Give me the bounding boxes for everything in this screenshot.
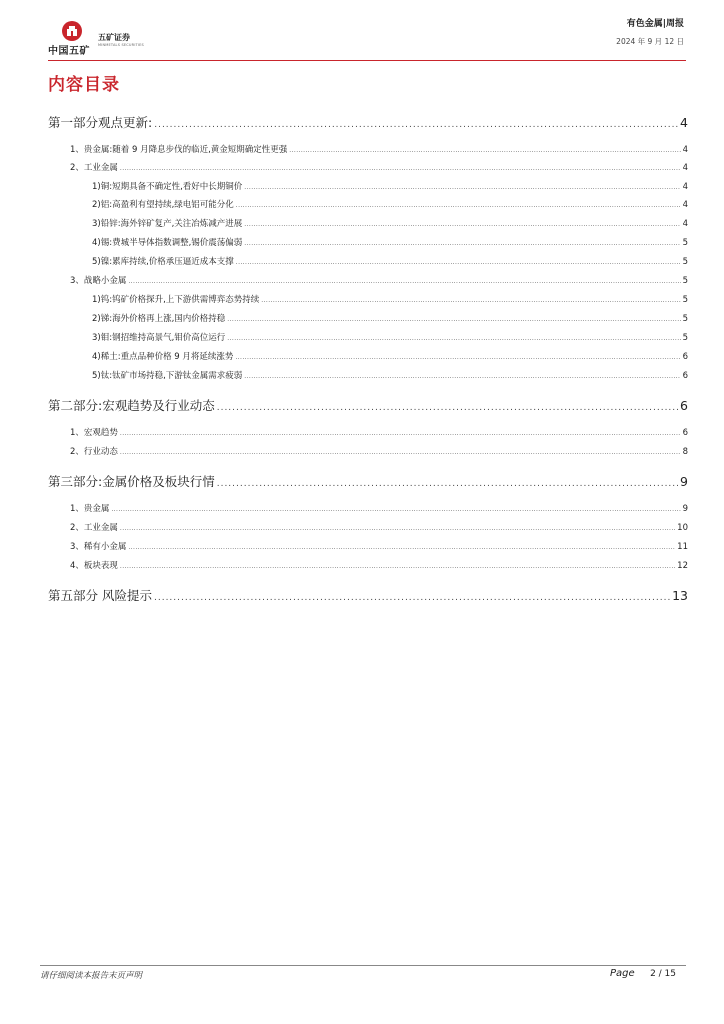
toc-entry-text: 1)钨:钨矿价格探升,上下游供需博弈态势持续	[92, 295, 260, 305]
report-date: 2024 年 9 月 12 日	[616, 37, 684, 46]
toc-entry-text: 4)稀土:重点品种价格 9 月将延续涨势	[92, 352, 234, 362]
toc-entry-page: 13	[672, 588, 688, 603]
toc-entry[interactable]	[70, 559, 688, 571]
toc-entry[interactable]	[92, 369, 688, 381]
toc-entry[interactable]	[48, 396, 688, 414]
toc-leader	[120, 430, 681, 437]
toc-leader	[244, 221, 680, 228]
toc-entry-text: 5)钛:钛矿市场持稳,下游钛金属需求疲弱	[92, 371, 243, 381]
toc-entry-page: 6	[682, 352, 688, 362]
page-header	[0, 0, 724, 70]
toc-entry-text: 第一部分观点更新:	[48, 115, 153, 130]
toc-entry[interactable]	[48, 113, 688, 131]
toc-leader	[244, 240, 680, 247]
toc-entry-page: 4	[682, 182, 688, 192]
toc-entry-text: 3、战略小金属	[70, 276, 127, 286]
toc-leader	[120, 563, 675, 570]
toc-entry-text: 3)铅锌:海外锌矿复产,关注冶炼减产进展	[92, 219, 243, 229]
company-logo	[48, 20, 158, 56]
toc-entry[interactable]	[92, 312, 688, 324]
toc-leader	[227, 335, 680, 342]
report-type: 有色金属|周报	[626, 19, 684, 29]
toc-leader	[235, 354, 680, 361]
broker-name: 五矿证券	[98, 33, 130, 42]
toc-entry[interactable]	[70, 161, 688, 173]
toc-entry-page: 9	[680, 474, 688, 489]
toc-entry-text: 第三部分:金属价格及板块行情	[48, 474, 215, 489]
toc-entry[interactable]	[70, 521, 688, 533]
toc-title: 内容目录	[48, 75, 120, 95]
toc-entry-text: 2)锑:海外价格再上涨,国内价格持稳	[92, 314, 226, 324]
page-number: 2 / 15	[650, 969, 676, 979]
toc-leader	[120, 165, 681, 172]
toc-entry-page: 6	[682, 371, 688, 381]
toc-leader	[289, 147, 680, 154]
header-divider	[48, 60, 686, 61]
toc-entry[interactable]	[92, 331, 688, 343]
toc-entry[interactable]	[92, 198, 688, 210]
toc-entry-text: 第五部分 风险提示	[48, 588, 152, 603]
toc-leader	[154, 120, 678, 130]
logo-text: 中国五矿	[48, 46, 90, 57]
toc-entry-page: 4	[682, 163, 688, 173]
toc-leader	[261, 297, 680, 304]
toc-entry-page: 6	[680, 398, 688, 413]
toc-entry[interactable]	[70, 445, 688, 457]
toc-entry-text: 5)镍:累库持续,价格承压逼近成本支撑	[92, 257, 234, 267]
toc-leader	[244, 373, 680, 380]
toc-leader	[154, 593, 670, 603]
toc-leader	[128, 544, 675, 551]
toc-leader	[120, 449, 681, 456]
toc-entry-text: 1、贵金属:随着 9 月降息步伐的临近,黄金短期确定性更强	[70, 145, 288, 155]
toc-entry[interactable]	[70, 502, 688, 514]
toc-entry[interactable]	[70, 426, 688, 438]
toc-entry-text: 1、宏观趋势	[70, 428, 118, 438]
toc-entry-text: 1)铜:短期具备不确定性,看好中长期铜价	[92, 182, 243, 192]
toc-entry-page: 10	[677, 523, 688, 533]
toc-entry[interactable]	[70, 143, 688, 155]
toc-leader	[120, 525, 675, 532]
toc-entry[interactable]	[92, 217, 688, 229]
toc-entry-page: 11	[677, 542, 688, 552]
toc-entry-text: 4、板块表现	[70, 561, 118, 571]
toc-leader	[244, 184, 680, 191]
footer-divider	[40, 965, 686, 966]
toc-entry-text: 2、工业金属	[70, 523, 118, 533]
toc-leader	[236, 202, 681, 209]
toc-entry-page: 9	[682, 504, 688, 514]
toc-entry-page: 4	[682, 219, 688, 229]
toc-entry[interactable]	[70, 540, 688, 552]
toc-entry[interactable]	[92, 236, 688, 248]
toc-entry-page: 4	[682, 145, 688, 155]
toc-entry-text: 3、稀有小金属	[70, 542, 127, 552]
toc-entry-text: 2、工业金属	[70, 163, 118, 173]
toc-entry[interactable]	[70, 274, 688, 286]
toc-entry-page: 8	[682, 447, 688, 457]
toc-entry[interactable]	[92, 180, 688, 192]
broker-en-name: MINMETALS SECURITIES	[98, 43, 144, 47]
toc-entry-text: 2、行业动态	[70, 447, 118, 457]
toc-entry-text: 第二部分:宏观趋势及行业动态	[48, 398, 215, 413]
minmetals-logo-icon	[61, 20, 83, 42]
toc-entry-page: 4	[682, 200, 688, 210]
toc-entry-page: 5	[682, 238, 688, 248]
toc-entry[interactable]	[92, 293, 688, 305]
toc-entry-text: 2)铝:高盈利有望持续,绿电铝可能分化	[92, 200, 234, 210]
toc-entry-page: 12	[677, 561, 688, 571]
toc-entry[interactable]	[92, 350, 688, 362]
toc-entry-page: 5	[682, 295, 688, 305]
toc-entry-page: 5	[682, 276, 688, 286]
toc-leader	[217, 479, 678, 489]
toc-entry-text: 1、贵金属	[70, 504, 110, 514]
toc-entry[interactable]	[48, 586, 688, 604]
toc-entry-text: 3)钼:钢招维持高景气,钼价高位运行	[92, 333, 226, 343]
toc-leader	[227, 316, 680, 323]
toc-leader	[111, 506, 680, 513]
toc-entry-page: 5	[682, 333, 688, 343]
footer-disclaimer: 请仔细阅读本报告末页声明	[40, 971, 143, 981]
toc-leader	[128, 278, 680, 285]
toc-leader	[217, 403, 678, 413]
toc-entry-page: 5	[682, 257, 688, 267]
toc-entry[interactable]	[92, 255, 688, 267]
toc-entry-text: 4)锡:费城半导体指数调整,锡价震荡偏弱	[92, 238, 243, 248]
toc-entry[interactable]	[48, 472, 688, 490]
toc-entry-page: 6	[682, 428, 688, 438]
page-label: Page	[610, 968, 635, 979]
toc-entry-page: 4	[680, 115, 688, 130]
toc-entry-page: 5	[682, 314, 688, 324]
toc-leader	[236, 259, 681, 266]
